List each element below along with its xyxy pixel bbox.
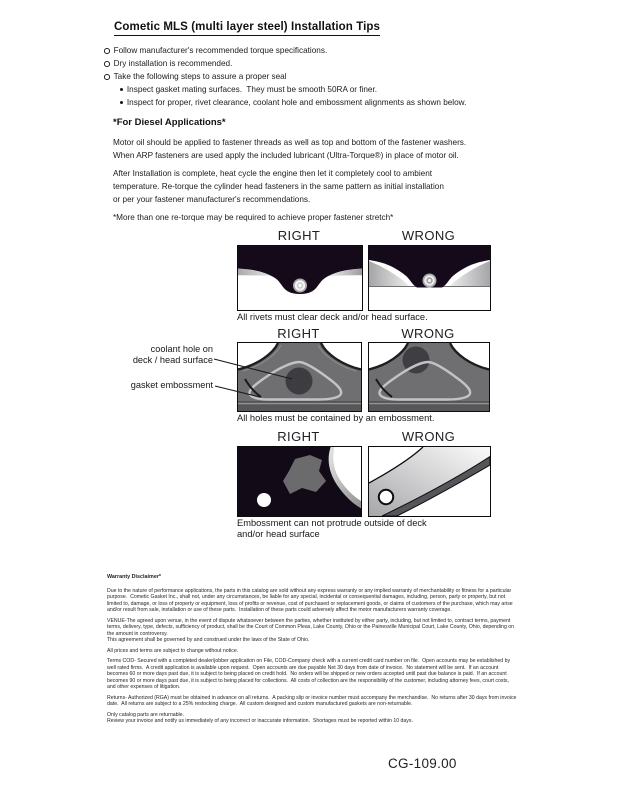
page-title: Cometic MLS (multi layer steel) Installation Tips: [114, 21, 380, 36]
warranty-paragraph-venue: VENUE-The agreed upon venue, in the event of dispute whatsoever between the parties, whether instituted by either party, including, but not limited to, contract terms, payment terms, delivery, type, defects, sufficiency of product, shall be the Court of Common Pleas, Lake County, Ohio or the Painesville Municipal Court, Lake County, Ohio, depending on the amount in controversy. This agreement shall be governed by and construed under the laws of the State of Ohio.: [107, 617, 515, 643]
doc-code: CG-109.00: [388, 756, 457, 771]
diesel-heading: *For Diesel Applications*: [113, 117, 226, 128]
filled-bullet-icon: [120, 101, 123, 104]
warranty-paragraph-terms: Terms COD- Secured with a completed dealer/jobber application on File, COD-Company check with a current credit card number on file. Open accounts may be established by well rated firms. A credit application is available upon request. Open accounts are due payable Net 30 days from date of invoice. No statement will be sent. If an account becomes 60 or more days past due, it is subject to being placed on credit hold. No orders will be shipped or new orders accepted until past due balance is paid. If an account becomes 90 or more days past due, it is subject to being placed for collections. All costs of collection are the responsibility of the customer, including attorney fees, court costs, and other expenses of litigation.: [107, 658, 512, 690]
row3-right-label: RIGHT: [277, 429, 320, 444]
protrusion-wrong-diagram: [368, 446, 491, 517]
row3-wrong-label: WRONG: [401, 429, 456, 444]
tip-sub-bullet: Inspect gasket mating surfaces. They must be smooth 50RA or finer.: [120, 83, 574, 96]
row2-right-label: RIGHT: [277, 326, 320, 341]
warranty-heading: Warranty Disclaimer*: [107, 574, 162, 580]
warranty-paragraph-liability: Due to the nature of performance applications, the parts in this catalog are sold without any express warranty or any implied warranty of merchantability or fitness for a particular purpose. Cometic Gasket Inc., shall not, under any circumstances, be liable for any special, incidental or consequential damages, including, person, party or property, but not limited to, damage, or loss of property or equipment, loss of profits or revenue, cost of purchased or replacement goods, or claims of customers of the purchase, which may arise and/or result from sale, installation or use of these parts. Installation of these parts could adversely affect the motor manufacturers warranty coverage.: [107, 587, 515, 613]
retorque-note: *More than one re-torque may be required to achieve proper fastener stretch*: [113, 213, 394, 222]
tip-sub-bullet: Inspect for proper, rivet clearance, coolant hole and embossment alignments as shown below.: [120, 96, 574, 109]
open-bullet-icon: [104, 48, 110, 54]
coolant-wrong-diagram: [368, 342, 490, 412]
protrusion-right-diagram: [237, 446, 362, 517]
coolant-hole-label: coolant hole on deck / head surface: [132, 344, 213, 365]
diesel-paragraph-retorque: After Installation is complete, heat cycle the engine then let it completely cool to ambient temperature. Re-torque the cylinder head fasteners in the same pattern as initial installation or per your fastener manufacturer's recommendations.: [113, 169, 444, 204]
row1-right-label: RIGHT: [277, 228, 321, 243]
coolant-right-diagram: [237, 342, 362, 412]
row2-wrong-label: WRONG: [401, 326, 455, 341]
open-bullet-icon: [104, 61, 110, 67]
row2-caption: All holes must be contained by an embossment.: [237, 413, 435, 423]
diesel-applications-section: [113, 116, 575, 229]
rivet-wrong-diagram: [368, 245, 491, 311]
open-bullet-icon: [104, 74, 110, 80]
row1-wrong-label: WRONG: [401, 228, 456, 243]
row1-caption: All rivets must clear deck and/or head surface.: [237, 312, 428, 322]
gasket-embossment-label: gasket embossment: [130, 380, 213, 390]
rivet-right-diagram: [237, 245, 363, 311]
filled-bullet-icon: [120, 88, 123, 91]
diesel-paragraph-oil: Motor oil should be applied to fastener threads as well as top and bottom of the fastener washers. When ARP fasteners are used apply the included lubricant (Ultra-Torque®) in place of motor oil.: [113, 138, 467, 160]
row3-caption: Embossment can not protrude outside of deck and/or head surface: [237, 518, 427, 539]
warranty-disclaimer-section: [107, 574, 519, 729]
installation-tips-list: [104, 44, 574, 109]
warranty-paragraph-prices: All prices and terms are subject to change without notice.: [107, 647, 239, 654]
tip-bullet: Dry installation is recommended.: [104, 57, 574, 70]
tip-bullet: Follow manufacturer's recommended torque specifications.: [104, 44, 574, 57]
warranty-paragraph-returns: Returns- Authorized (RGA) must be obtained in advance on all returns. A packing slip or invoice number must accompany the merchandise. No returns after 30 days from invoice date. All returns are subject to a 25% restocking charge. All custom designed and custom manufactured gaskets are non-returnable.: [107, 694, 518, 707]
tip-bullet: Take the following steps to assure a proper seal: [104, 70, 574, 83]
warranty-paragraph-catalog: Only catalog parts are returnable. Review your invoice and notify us immediately of any incorrect or inaccurate information. Shortages must be reported within 10 days.: [107, 711, 413, 724]
